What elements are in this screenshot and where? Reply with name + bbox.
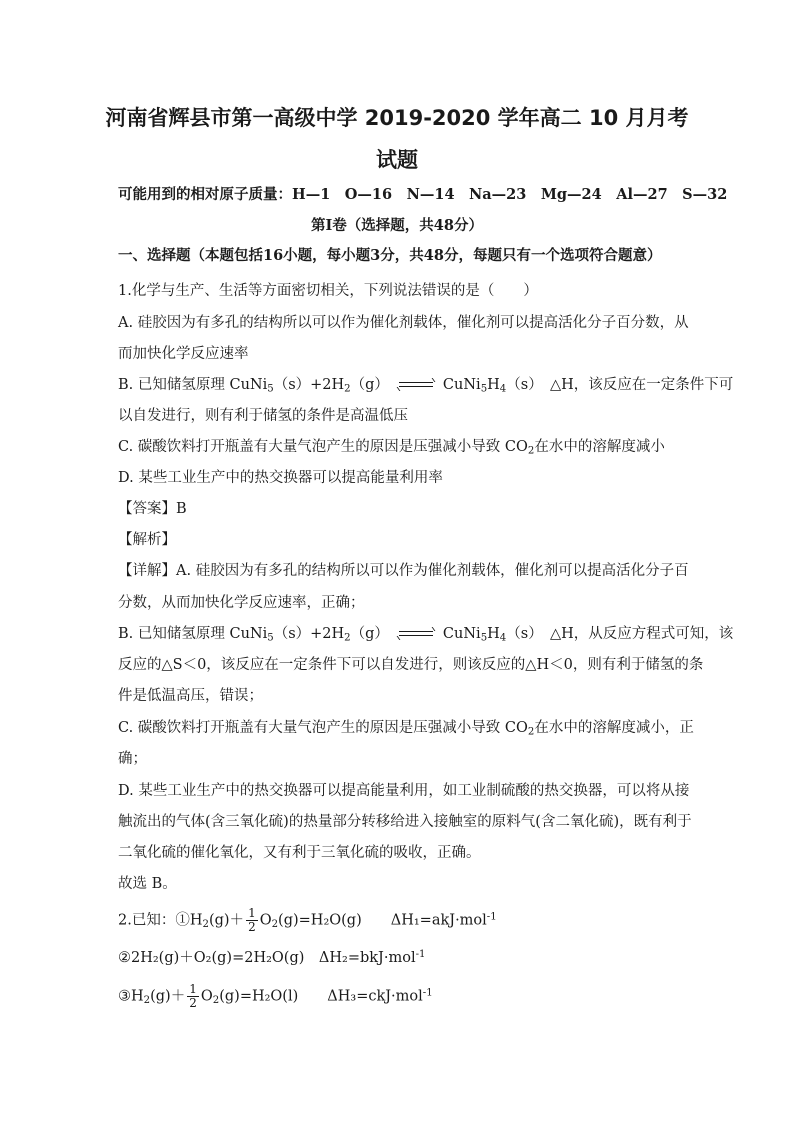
q1-detail-line2: 分数，从而加快化学反应速率，正确； <box>118 595 365 611</box>
q1-answer: 【答案】B <box>118 501 187 517</box>
reversible-arrow-icon <box>399 630 433 638</box>
q1-detail-c-line1: C. 碳酸饮料打开瓶盖有大量气泡产生的原因是压强减小导致 $CO_2$在水中的溶解度减小，正 <box>118 720 694 738</box>
q1-option-c-suffix: 在水中的溶解度减小 <box>534 439 665 455</box>
q1-detail-b-line2: 反应的△S＜0，该反应在一定条件下可以自发进行，则该反应的△H＜0，则有利于储氢的条 <box>118 657 704 673</box>
q1-detail-c-prefix: C. 碳酸饮料打开瓶盖有大量气泡产生的原因是压强减小导致 CO <box>118 720 528 736</box>
exam-title-line1: 河南省辉县市第一高级中学 2019-2020 学年高二 10 月月考 <box>105 106 689 130</box>
q1-option-a-line2: 而加快化学反应速率 <box>118 346 249 362</box>
q1-detail-c-line2: 确； <box>118 751 147 767</box>
q2-eq1: 2.已知：$①H_2(g)+$ $\frac{1}{2}$ $O_2(g)=H_2O(g)$ ΔH₁=akJ·mol$^{-1}$ <box>118 906 497 934</box>
fraction-one-half: $\frac{1}{2}$ <box>189 982 197 1010</box>
q1-option-c-prefix: C. 碳酸饮料打开瓶盖有大量气泡产生的原因是压强减小导致 CO <box>118 439 528 455</box>
q1-option-b-line1: B. 已知储氢原理 $CuNi_5(s)+2H_2(g)$ $CuNi_5H_4(s)$ △H，该反应在一定条件下可 <box>118 377 734 395</box>
q2-eq2-exponent: -1 <box>415 949 426 960</box>
q1-detail-d-line2: 触流出的气体(含三氧化硫)的热量部分转移给进入接触室的原料气(含二氧化硫)，既有利于 <box>118 814 692 830</box>
q1-detail-line1: 【详解】A. 硅胶因为有多孔的结构所以可以作为催化剂载体，催化剂可以提高活化分子百 <box>118 563 689 579</box>
atomic-masses: 可能用到的相对原子质量：H—1 O—16 N—14 Na—23 Mg—24 Al—27 S—32 <box>118 186 728 203</box>
volume-heading: 第Ⅰ卷（选择题，共48分） <box>311 217 483 234</box>
q1-detail-b-suffix: ，从反应方程式可知，该 <box>573 626 734 642</box>
q1-option-b-suffix: ，该反应在一定条件下可 <box>573 377 734 393</box>
q2-eq1-result: =H₂O(g) ΔH₁=akJ·mol <box>298 912 487 929</box>
q2-eq3: $③H_2(g)+$ $\frac{1}{2}$ $O_2(g)=H_2O(l)$ ΔH₃=ckJ·mol$^{-1}$ <box>118 982 433 1010</box>
q1-stem: 1.化学与生产、生活等方面密切相关，下列说法错误的是（ ） <box>118 283 538 299</box>
q2-eq2-text: ②2H₂(g)＋O₂(g)=2H₂O(g) ΔH₂=bkJ·mol <box>118 950 416 967</box>
q1-conclusion: 故选 B。 <box>118 876 177 892</box>
fraction-one-half: $\frac{1}{2}$ <box>248 906 256 934</box>
q1-detail-c-suffix: 在水中的溶解度减小，正 <box>534 720 694 736</box>
q1-option-b-line2: 以自发进行，则有利于储氢的条件是高温低压 <box>118 408 408 424</box>
q2-eq3-exponent: -1 <box>422 987 433 999</box>
exam-title-line2: 试题 <box>376 148 418 172</box>
q1-option-b-prefix: B. 已知储氢原理 CuNi <box>118 377 268 393</box>
reversible-arrow-icon <box>399 381 433 389</box>
q1-option-a-line1: A. 硅胶因为有多孔的结构所以可以作为催化剂载体，催化剂可以提高活化分子百分数，从 <box>118 315 689 331</box>
q1-detail-b-prefix: B. 已知储氢原理 CuNi <box>118 626 268 642</box>
q1-option-c: C. 碳酸饮料打开瓶盖有大量气泡产生的原因是压强减小导致 $CO_2$在水中的溶解度减小 <box>118 439 665 457</box>
q1-detail-b-line1: B. 已知储氢原理 $CuNi_5(s)+2H_2(g)$ $CuNi_5H_4(s)$ △H，从反应方程式可知，该 <box>118 626 734 644</box>
q1-analysis-label: 【解析】 <box>118 532 176 548</box>
section-heading: 一、选择题（本题包括16小题，每小题3分，共48分，每题只有一个选项符合题意） <box>118 247 662 264</box>
q2-eq3-result: =H₂O(l) ΔH₃=ckJ·mol <box>239 988 423 1005</box>
q2-intro: 2.已知： <box>118 912 176 929</box>
q2-eq1-exponent: -1 <box>486 911 497 923</box>
q1-detail-b-line3: 件是低温高压，错误； <box>118 688 263 704</box>
q2-eq2 <box>118 945 425 968</box>
q1-detail-d-line3: 二氧化硫的催化氧化，又有利于三氧化硫的吸收，正确。 <box>118 845 481 861</box>
q1-option-d: D. 某些工业生产中的热交换器可以提高能量利用率 <box>118 470 443 486</box>
q1-detail-d-line1: D. 某些工业生产中的热交换器可以提高能量利用，如工业制硫酸的热交换器，可以将从接 <box>118 783 690 799</box>
